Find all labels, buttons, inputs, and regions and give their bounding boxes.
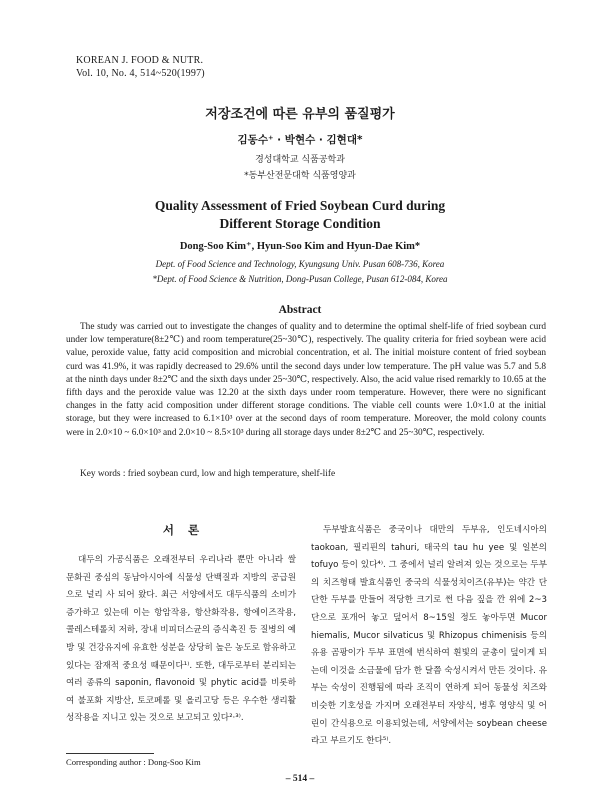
keywords: Key words : fried soybean curd, low and high temperature, shelf-life bbox=[80, 469, 336, 479]
introduction-paragraph-1: 대두의 가공식품은 오래전부터 우리나라 뿐만 아니라 쌀 문화권 중심의 동남아시아에 식물성 단백질과 지방의 공급원으로 널리 사 되어 왔다. 최근 서양에서도 대두식품의 소비가 증가하고 있는데 이는 항암작용, 항산화작용, 항에이즈작용, 콜레스테롤치 저하, 장내 비피더스균의 증식촉진 등 질병의 예방 및 건강유지에 유효한 성분을 상당히 높은 농도로 함유하고 있다는 잠재적 중요성 때문이다¹⁾. 또한, 대두로부터 분리되는 여러 종류의 saponin, flavonoid 및 phytic acid를 비롯하여 불포화 지방산, 토코페롤 및 올리고당 등은 우수한 생리활성작용을 지니고 있는 것으로 보고되고 있다²·³⁾. bbox=[66, 555, 296, 724]
footnote-divider bbox=[66, 753, 154, 754]
page-number: – 514 – bbox=[285, 774, 315, 784]
body-column-left bbox=[66, 522, 296, 728]
introduction-paragraph-2: 두부발효식품은 중국이나 대만의 두부유, 인도네시아의 taokoan, 필리핀의 tahuri, 태국의 tau hu yee 및 일본의 tofuyo 등이 있다⁴⁾. 그 중에서 널리 알려져 있는 것으로는 두부의 치즈형태 발효식품인 중국의 식물성치이즈(유부)는 약간 단단한 두부를 만들어 적당한 크기로 썬 다음 짚을 깐 위에 2~3단으로 포개어 놓고 덮어서 8~15일 정도 놓아두면 Mucor hiemalis, Mucor silvaticus 및 Rhizopus chimenisis 등의 유용 곰팡이가 두부 표면에 번식하여 흰빛의 균총이 덮이게 되는데 이것을 소금물에 담가 한 달쯤 숙성시켜서 만든 것이다. 유부는 숙성이 진행됨에 따라 조직이 연하게 되어 동물성 치즈와 비슷한 기호성을 가지며 오래전부터 자양식, 병후 영양식 및 어린이 간식용으로 이용되었는데, 서양에서는 soybean cheese라고 부르기도 한다⁵⁾. bbox=[311, 525, 547, 747]
journal-volume: Vol. 10, No. 4, 514~520(1997) bbox=[76, 68, 205, 79]
journal-header bbox=[76, 54, 205, 80]
journal-name: KOREAN J. FOOD & NUTR. bbox=[76, 55, 204, 66]
body-column-right bbox=[311, 522, 547, 751]
korean-authors: 김동수⁺ · 박현수 · 김현대* bbox=[237, 134, 363, 146]
english-affiliation-2: *Dept. of Food Science & Nutrition, Dong-Pusan College, Pusan 612-084, Korea bbox=[152, 274, 448, 284]
corresponding-author-footnote: Corresponding author : Dong-Soo Kim bbox=[66, 757, 201, 767]
korean-affiliation-2: *동부산전문대학 식품영양과 bbox=[244, 171, 356, 181]
english-affiliation-1: Dept. of Food Science and Technology, Kyungsung Univ. Pusan 608-736, Korea bbox=[155, 259, 445, 269]
english-title-line-2: Different Storage Condition bbox=[219, 216, 381, 231]
abstract-text: The study was carried out to investigate the changes of quality and to determine the optimal shelf-life of fried soybean curd under low temperature(8±2℃) and room temperature(25~30℃), respectively. The quality criteria for fried soybean were acid value, peroxide value, fatty acid composition and microbial concentration, et al. The initial moisture content of fried soybean curd was 41.9%, it was rapidly decreased to 29.6% until the second days under low temperature. The pH value was 5.7 and 5.8 at the ninth days under 8±2℃ and the sixth days under 25~30℃, respectively. Also, the acid value rised remarkly to 10.65 at the fifth days and the peroxide value was 12.20 at the sixth days under room temperature. However, there were no significant changes in the fatty acid composition under different storage conditions. The viable cell counts were 1.0×1.0 at the initial storage, but they were increased to 6.1×10³ over at the second days of room temperature. Moreover, the mold colony counts were in 2.0×10 ~ 6.0×10³ and 2.0×10 ~ 8.5×10³ during all storage days under 8±2℃ and 25~30℃, respectively. bbox=[66, 322, 546, 438]
english-authors: Dong-Soo Kim⁺, Hyun-Soo Kim and Hyun-Dae Kim* bbox=[179, 241, 421, 252]
abstract-heading: Abstract bbox=[278, 304, 322, 316]
korean-affiliation-1: 경성대학교 식품공학과 bbox=[255, 155, 345, 165]
english-title-line-1: Quality Assessment of Fried Soybean Curd during bbox=[154, 198, 446, 213]
korean-title: 저장조건에 따른 유부의 품질평가 bbox=[205, 107, 395, 122]
introduction-heading: 서론 bbox=[162, 523, 214, 537]
